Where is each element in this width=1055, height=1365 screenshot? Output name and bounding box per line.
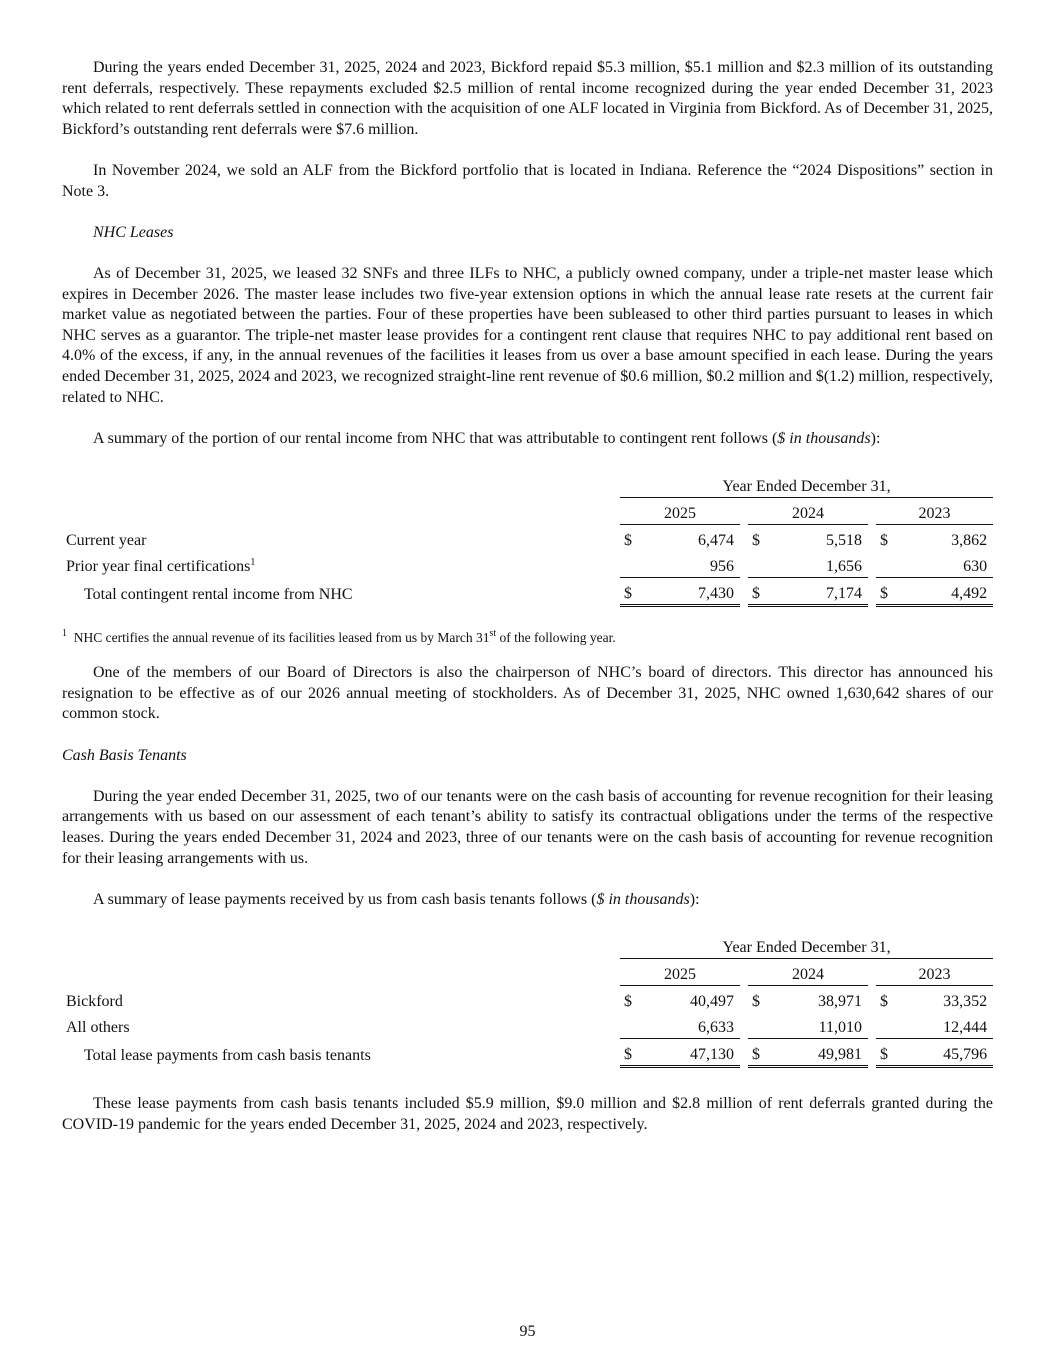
paragraph-nhc-master-lease: As of December 31, 2025, we leased 32 SNFs and three ILFs to NHC, a publicly owned company, under a triple-net master lease which expires in December 2026. The master lease includes two five-year extension options in which the annual lease rate resets at the current fair market value as negotiated between the parties. Four of these properties have been subleased to other third parties pursuant to leases in which NHC serves as a guarantor. The triple-net master lease provides for a contingent rent clause that requires NHC to pay additional rent based on 4.0% of the excess, if any, in the annual revenues of the facilities it leases from us over a base amount specified in each lease. During the years ended December 31, 2025, 2024 and 2023, we recognized straight-line rent revenue of $0.6 million, $0.2 million and $(1.2) million, respectively, related to NHC. xyxy=(62,264,993,406)
column-year-2024: 2024 xyxy=(748,959,868,986)
currency-symbol: $ xyxy=(620,1039,642,1067)
footnote-marker: 1 xyxy=(62,628,67,640)
currency-symbol: $ xyxy=(876,578,898,606)
currency-symbol: $ xyxy=(748,1039,770,1067)
footnote-marker: 1 xyxy=(250,557,256,569)
column-year-2023: 2023 xyxy=(876,498,993,525)
currency-symbol: $ xyxy=(880,992,888,1010)
cell-value: 1,656 xyxy=(826,557,862,575)
table-row xyxy=(62,525,993,552)
section-heading-nhc-leases: NHC Leases xyxy=(93,223,174,241)
paragraph-bickford-repayments: During the years ended December 31, 2025, 2024 and 2023, Bickford repaid $5.3 million, $5.1 million and $2.3 million of its outstanding rent deferrals, respectively. These repayments excluded $2.5 million of rental income recognized during the year ended December 31, 2023 which related to rent deferrals settled in connection with the acquisition of one ALF located in Virginia from Bickford. As of December 31, 2025, Bickford’s outstanding rent deferrals were $7.6 million. xyxy=(62,59,993,138)
cell-value: 40,497 xyxy=(690,992,734,1010)
cell-value: 630 xyxy=(963,557,988,575)
cell-value: 6,633 xyxy=(698,1018,734,1036)
currency-symbol: $ xyxy=(880,531,888,549)
table-row xyxy=(62,551,993,578)
section-heading-cash-basis-tenants: Cash Basis Tenants xyxy=(62,746,187,764)
document-page xyxy=(62,58,993,1136)
nhc-contingent-rent-table xyxy=(62,471,993,607)
footnote: $^1$ NHC certifies the annual revenue of its facilities leased from us by March 31st of the following year. xyxy=(62,628,616,646)
currency-symbol: $ xyxy=(620,578,642,606)
table-row xyxy=(62,986,993,1013)
total-value: 47,130 xyxy=(642,1039,740,1067)
paragraph-covid-deferrals: These lease payments from cash basis tenants included $5.9 million, $9.0 million and $2.8 million of rent deferrals granted during the COVID-19 pandemic for the years ended December 31, 2025, 2024 and 2023, respectively. xyxy=(62,1095,993,1133)
row-label: Prior year final certifications$^1$ xyxy=(66,557,256,576)
cell-value: 12,444 xyxy=(943,1018,988,1036)
currency-symbol: $ xyxy=(748,578,770,606)
currency-symbol: $ xyxy=(876,1039,898,1067)
currency-symbol: $ xyxy=(624,992,632,1010)
paragraph-board-director: One of the members of our Board of Directors is also the chairperson of NHC’s board of directors. This director has announced his resignation to be effective as of our 2026 annual meeting of stockholders. As of December 31, 2025, NHC owned 1,630,642 shares of our common stock. xyxy=(62,664,993,723)
paragraph-nhc-contingent-intro: A summary of the portion of our rental income from NHC that was attributable to contingent rent follows ($ in thousands): xyxy=(93,429,881,447)
column-year-2025: 2025 xyxy=(620,498,740,525)
total-label: Total lease payments from cash basis tenants xyxy=(84,1047,371,1065)
page-number: 95 xyxy=(519,1323,536,1340)
total-value: 7,174 xyxy=(770,578,868,606)
row-label: Current year xyxy=(66,531,147,549)
total-value: 45,796 xyxy=(898,1039,993,1067)
total-value: 7,430 xyxy=(642,578,740,606)
cell-value: 5,518 xyxy=(826,531,862,549)
column-year-2025: 2025 xyxy=(620,959,740,986)
total-label: Total contingent rental income from NHC xyxy=(84,586,353,604)
column-year-2024: 2024 xyxy=(748,498,868,525)
currency-symbol: $ xyxy=(624,531,632,549)
paragraph-cash-basis-tenants: During the year ended December 31, 2025, two of our tenants were on the cash basis of accounting for revenue recognition for their leasing arrangements with us based on our assessment of each tenant’s ability to satisfy its contractual obligations under the terms of the respective leases. During the years ended December 31, 2024 and 2023, three of our tenants were on the cash basis of accounting for revenue recognition for their leasing arrangements with us. xyxy=(62,787,993,867)
row-label: Bickford xyxy=(66,992,123,1010)
column-year-2023: 2023 xyxy=(876,959,993,986)
paragraph-cash-basis-intro: A summary of lease payments received by us from cash basis tenants follows ($ in thousands): xyxy=(93,890,700,908)
cell-value: 6,474 xyxy=(698,531,734,549)
table-total-row xyxy=(62,578,993,606)
total-value: 4,492 xyxy=(898,578,993,606)
table-row xyxy=(62,1012,993,1039)
table-header-year-ended: Year Ended December 31, xyxy=(620,471,993,498)
table-header-year-ended: Year Ended December 31, xyxy=(620,932,993,959)
table-total-row xyxy=(62,1039,993,1067)
cell-value: 38,971 xyxy=(818,992,862,1010)
paragraph-indiana-sale: In November 2024, we sold an ALF from the Bickford portfolio that is located in Indiana. Reference the “2024 Dispositions” section in Note 3. xyxy=(62,161,993,200)
cell-value: 11,010 xyxy=(818,1018,862,1036)
cell-value: 956 xyxy=(710,557,734,575)
total-value: 49,981 xyxy=(770,1039,868,1067)
cell-value: 33,352 xyxy=(943,992,988,1010)
cell-value: 3,862 xyxy=(951,531,988,549)
row-label: All others xyxy=(66,1019,130,1037)
cash-basis-payments-table xyxy=(62,932,993,1068)
currency-symbol: $ xyxy=(752,531,760,549)
currency-symbol: $ xyxy=(752,992,760,1010)
